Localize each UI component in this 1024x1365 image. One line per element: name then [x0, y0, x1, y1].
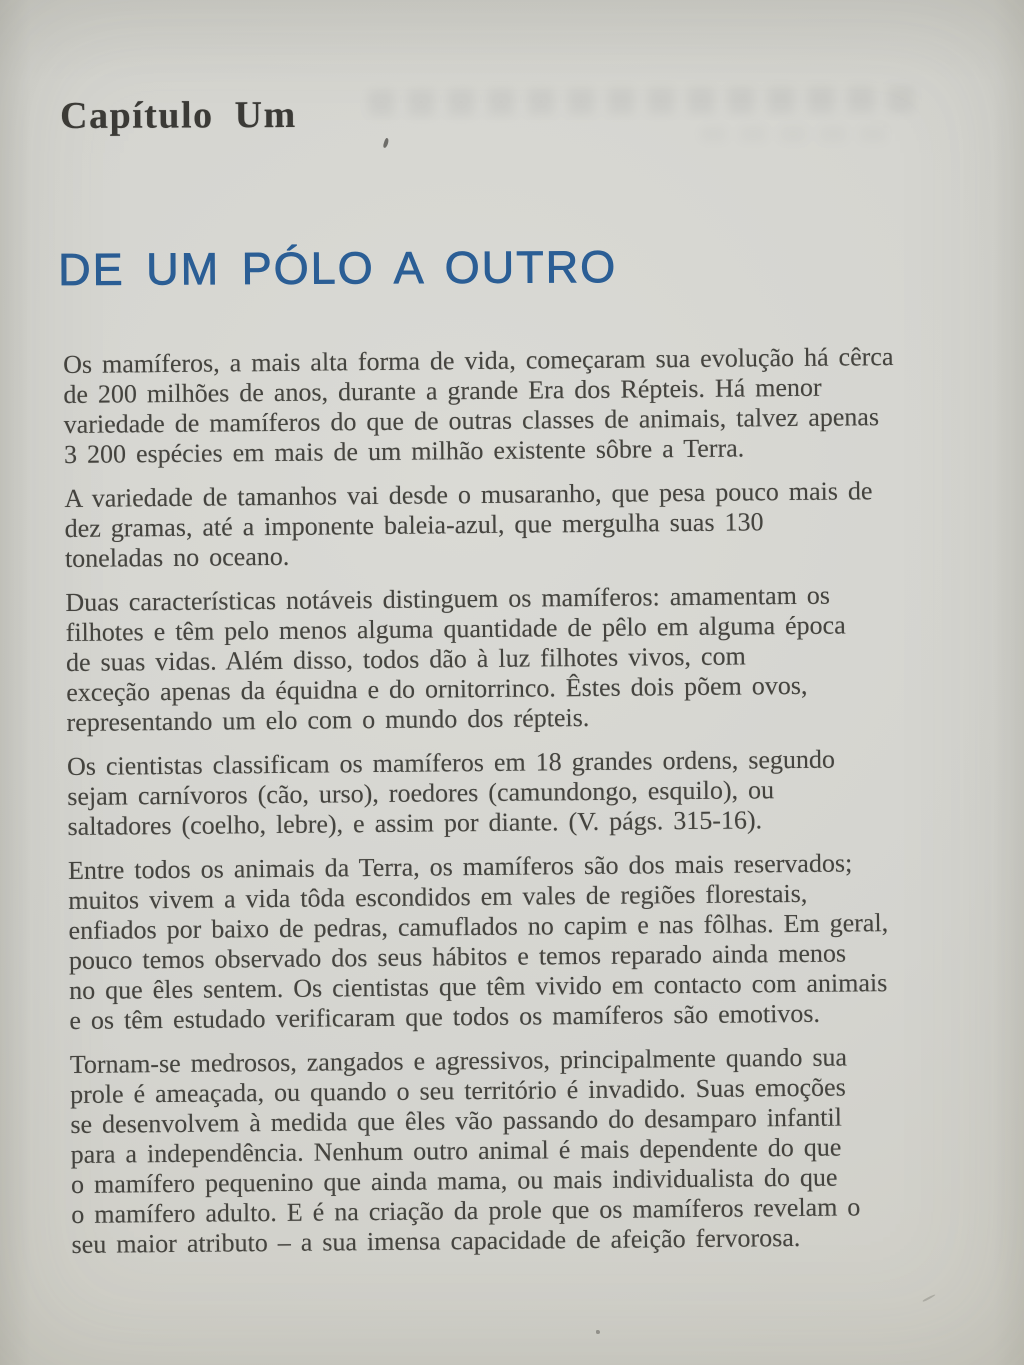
- paragraph-5: Entre todos os animais da Terra, os mamíferos são dos mais reservados; muitos vivem a vida tôda escondidos em vales de regiões florestais, enfiados por baixo de pedras, camuflados no capim e nas fôlhas. Em geral, pouco temos observado dos seus hábitos e temos reparado ainda menos no que êles sentem. Os cientistas que têm vivido em contacto com animais e os têm estudado verificaram que todos os mamíferos são emotivos.: [67, 848, 889, 1035]
- body-text: [63, 341, 967, 1274]
- paragraph-6: Tornam-se medrosos, zangados e agressivos, principalmente quando sua prole é ameaçada, ou quando o seu território é invadido. Suas emoções se desenvolvem à medida que êles vão passando do desamparo infantil para a independência. Nenhum outro animal é mais dependente do que o mamífero pequenino que ainda mama, ou mais individualista do que o mamífero adulto. E é na criação da prole que os mamíferos revelam o seu maior atributo – a sua imensa capacidade de afeição fervorosa.: [69, 1042, 861, 1259]
- ink-speck: [596, 1330, 600, 1334]
- paragraph-3: Duas características notáveis distinguem os mamíferos: amamentam os filhotes e têm pelo menos alguma quantidade de pêlo em alguma época de suas vidas. Além disso, todos dão à luz filhotes vivos, com exceção apenas da équidna e do ornitorrinco. Êstes dois põem ovos, representando um elo com o mundo dos répteis.: [65, 580, 846, 737]
- show-through-ghost: [368, 86, 928, 116]
- ink-speck: [922, 1294, 935, 1302]
- ink-speck: [383, 138, 390, 149]
- show-through-ghost: [700, 126, 890, 142]
- page-title: DE UM PÓLO A OUTRO: [58, 241, 618, 295]
- paragraph-2: A variedade de tamanhos vai desde o musaranho, que pesa pouco mais de dez gramas, até a imponente baleia-azul, que mergulha suas 130 toneladas no oceano.: [64, 476, 873, 573]
- paragraph-4: Os cientistas classificam os mamíferos em 18 grandes ordens, segundo sejam carnívoros (cão, urso), roedores (camundongo, esquilo), ou saltadores (coelho, lebre), e assim por diante. (V. págs. 315-16).: [66, 744, 836, 841]
- chapter-label: Capítulo Um: [60, 93, 297, 137]
- paragraph-1: Os mamíferos, a mais alta forma de vida, começaram sua evolução há cêrca de 200 milhões de anos, durante a grande Era dos Répteis. Há menor variedade de mamíferos do que de outras classes de animais, talvez apenas 3 200 espécies em mais de um milhão existente sôbre a Terra.: [63, 342, 894, 469]
